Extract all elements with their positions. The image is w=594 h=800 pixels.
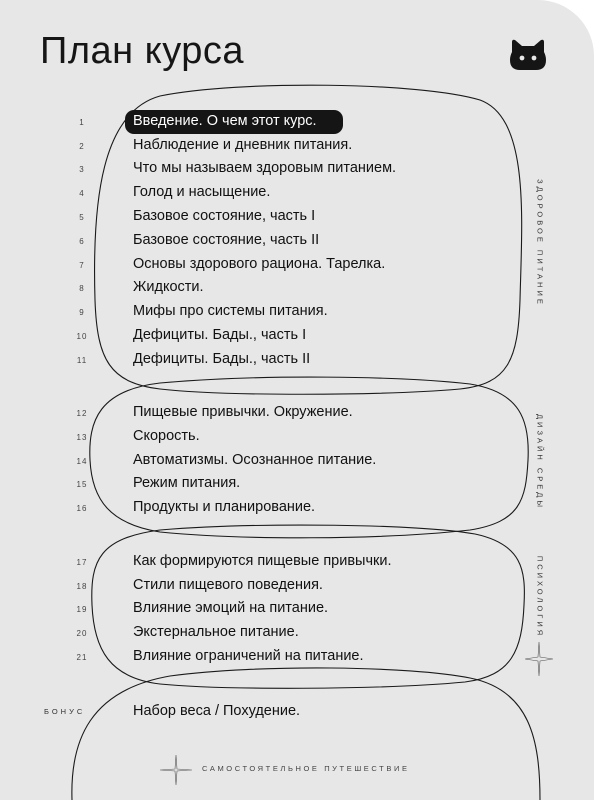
sparkle-star-icon	[160, 755, 192, 785]
lesson-title[interactable]: Автоматизмы. Осознанное питание.	[133, 452, 377, 468]
lesson-title[interactable]: Наблюдение и дневник питания.	[133, 137, 353, 153]
lesson-title[interactable]: Дефициты. Бады., часть II	[133, 351, 311, 367]
lesson-title[interactable]: Мифы про системы питания.	[133, 303, 328, 319]
lesson-title[interactable]: Режим питания.	[133, 475, 241, 491]
lesson-title[interactable]: Голод и насыщение.	[133, 184, 271, 200]
lesson-number: 1	[79, 118, 85, 127]
lesson-title[interactable]: Что мы называем здоровым питанием.	[133, 160, 397, 176]
lesson-number: 9	[79, 308, 85, 317]
lesson-number: 15	[76, 480, 88, 489]
lesson-title[interactable]: Жидкости.	[133, 279, 204, 295]
lesson-title[interactable]: Базовое состояние, часть I	[133, 208, 316, 224]
lesson-number: 11	[76, 356, 88, 365]
page-title: План курса	[40, 30, 245, 72]
lesson-number: 13	[76, 433, 88, 442]
lesson-title[interactable]: Базовое состояние, часть II	[133, 232, 320, 248]
lesson-number: 19	[76, 605, 88, 614]
lesson-number: 17	[76, 558, 88, 567]
lesson-number: 5	[79, 213, 85, 222]
lesson-number: 18	[76, 582, 88, 591]
lesson-title[interactable]: Влияние эмоций на питание.	[133, 600, 329, 616]
lesson-title[interactable]: Стили пищевого поведения.	[133, 577, 323, 593]
lesson-number: 14	[76, 457, 88, 466]
lesson-title[interactable]: Экстернальное питание.	[133, 624, 299, 640]
lesson-title[interactable]: Скорость.	[133, 428, 200, 444]
lesson-title[interactable]: Основы здорового рациона. Тарелка.	[133, 256, 386, 272]
lesson-title[interactable]: Влияние ограничений на питание.	[133, 648, 364, 664]
lesson-title[interactable]: Как формируются пищевые привычки.	[133, 553, 392, 569]
lesson-title[interactable]: Пищевые привычки. Окружение.	[133, 404, 353, 420]
lesson-title[interactable]: Введение. О чем этот курс.	[133, 113, 317, 129]
bonus-lesson-title[interactable]: Набор веса / Похудение.	[133, 703, 301, 719]
lesson-number: 3	[79, 165, 85, 174]
footer-caption: САМОСТОЯТЕЛЬНОЕ ПУТЕШЕСТВИЕ	[202, 764, 410, 773]
lesson-number: 4	[79, 189, 85, 198]
lesson-number: 20	[76, 629, 88, 638]
lesson-title[interactable]: Дефициты. Бады., часть I	[133, 327, 307, 343]
lesson-title[interactable]: Продукты и планирование.	[133, 499, 316, 515]
sparkle-star-icon	[525, 642, 553, 676]
lesson-number: 10	[76, 332, 88, 341]
lesson-number: 8	[79, 284, 85, 293]
lesson-number: 12	[76, 409, 88, 418]
bonus-label: БОНУС	[44, 707, 86, 716]
lesson-number: 6	[79, 237, 85, 246]
lesson-number: 2	[79, 142, 85, 151]
course-plan-card: План курса 1 2 3 4 5 6 7 8 9 10 11 12 13 14 15 16 17 18 19 20 21 Введение. О чем этот курс. Наблюдение и дневник питания. Что мы называем здоровым питанием. Голод и насыщение. Базовое состояние, часть I Базовое состояние, часть II Основы здорового рациона. Тарелка. Жидкости. Мифы про системы питания. Дефициты. Бады., часть I Дефициты. Бады., часть II Пищевые привычки. Окружение. Скорость. Автоматизмы. Осознанное питание. Режим питания. Продукты и планирование. Как формируются пищевые привычки. Стили пищевого поведения. Влияние эмоций на питание. Экстернальное питание. Влияние ограничений на питание. ЗДОРОВОЕ ПИТАНИЕ ДИЗАЙН СРЕДЫ ПСИХОЛОГИЯ БОНУС Набор веса / Похудение. САМОСТОЯТЕЛЬНОЕ ПУТЕШЕСТВИЕ	[0, 0, 594, 800]
lesson-number: 7	[79, 261, 85, 270]
lesson-number: 21	[76, 653, 88, 662]
lesson-number: 16	[76, 504, 88, 513]
